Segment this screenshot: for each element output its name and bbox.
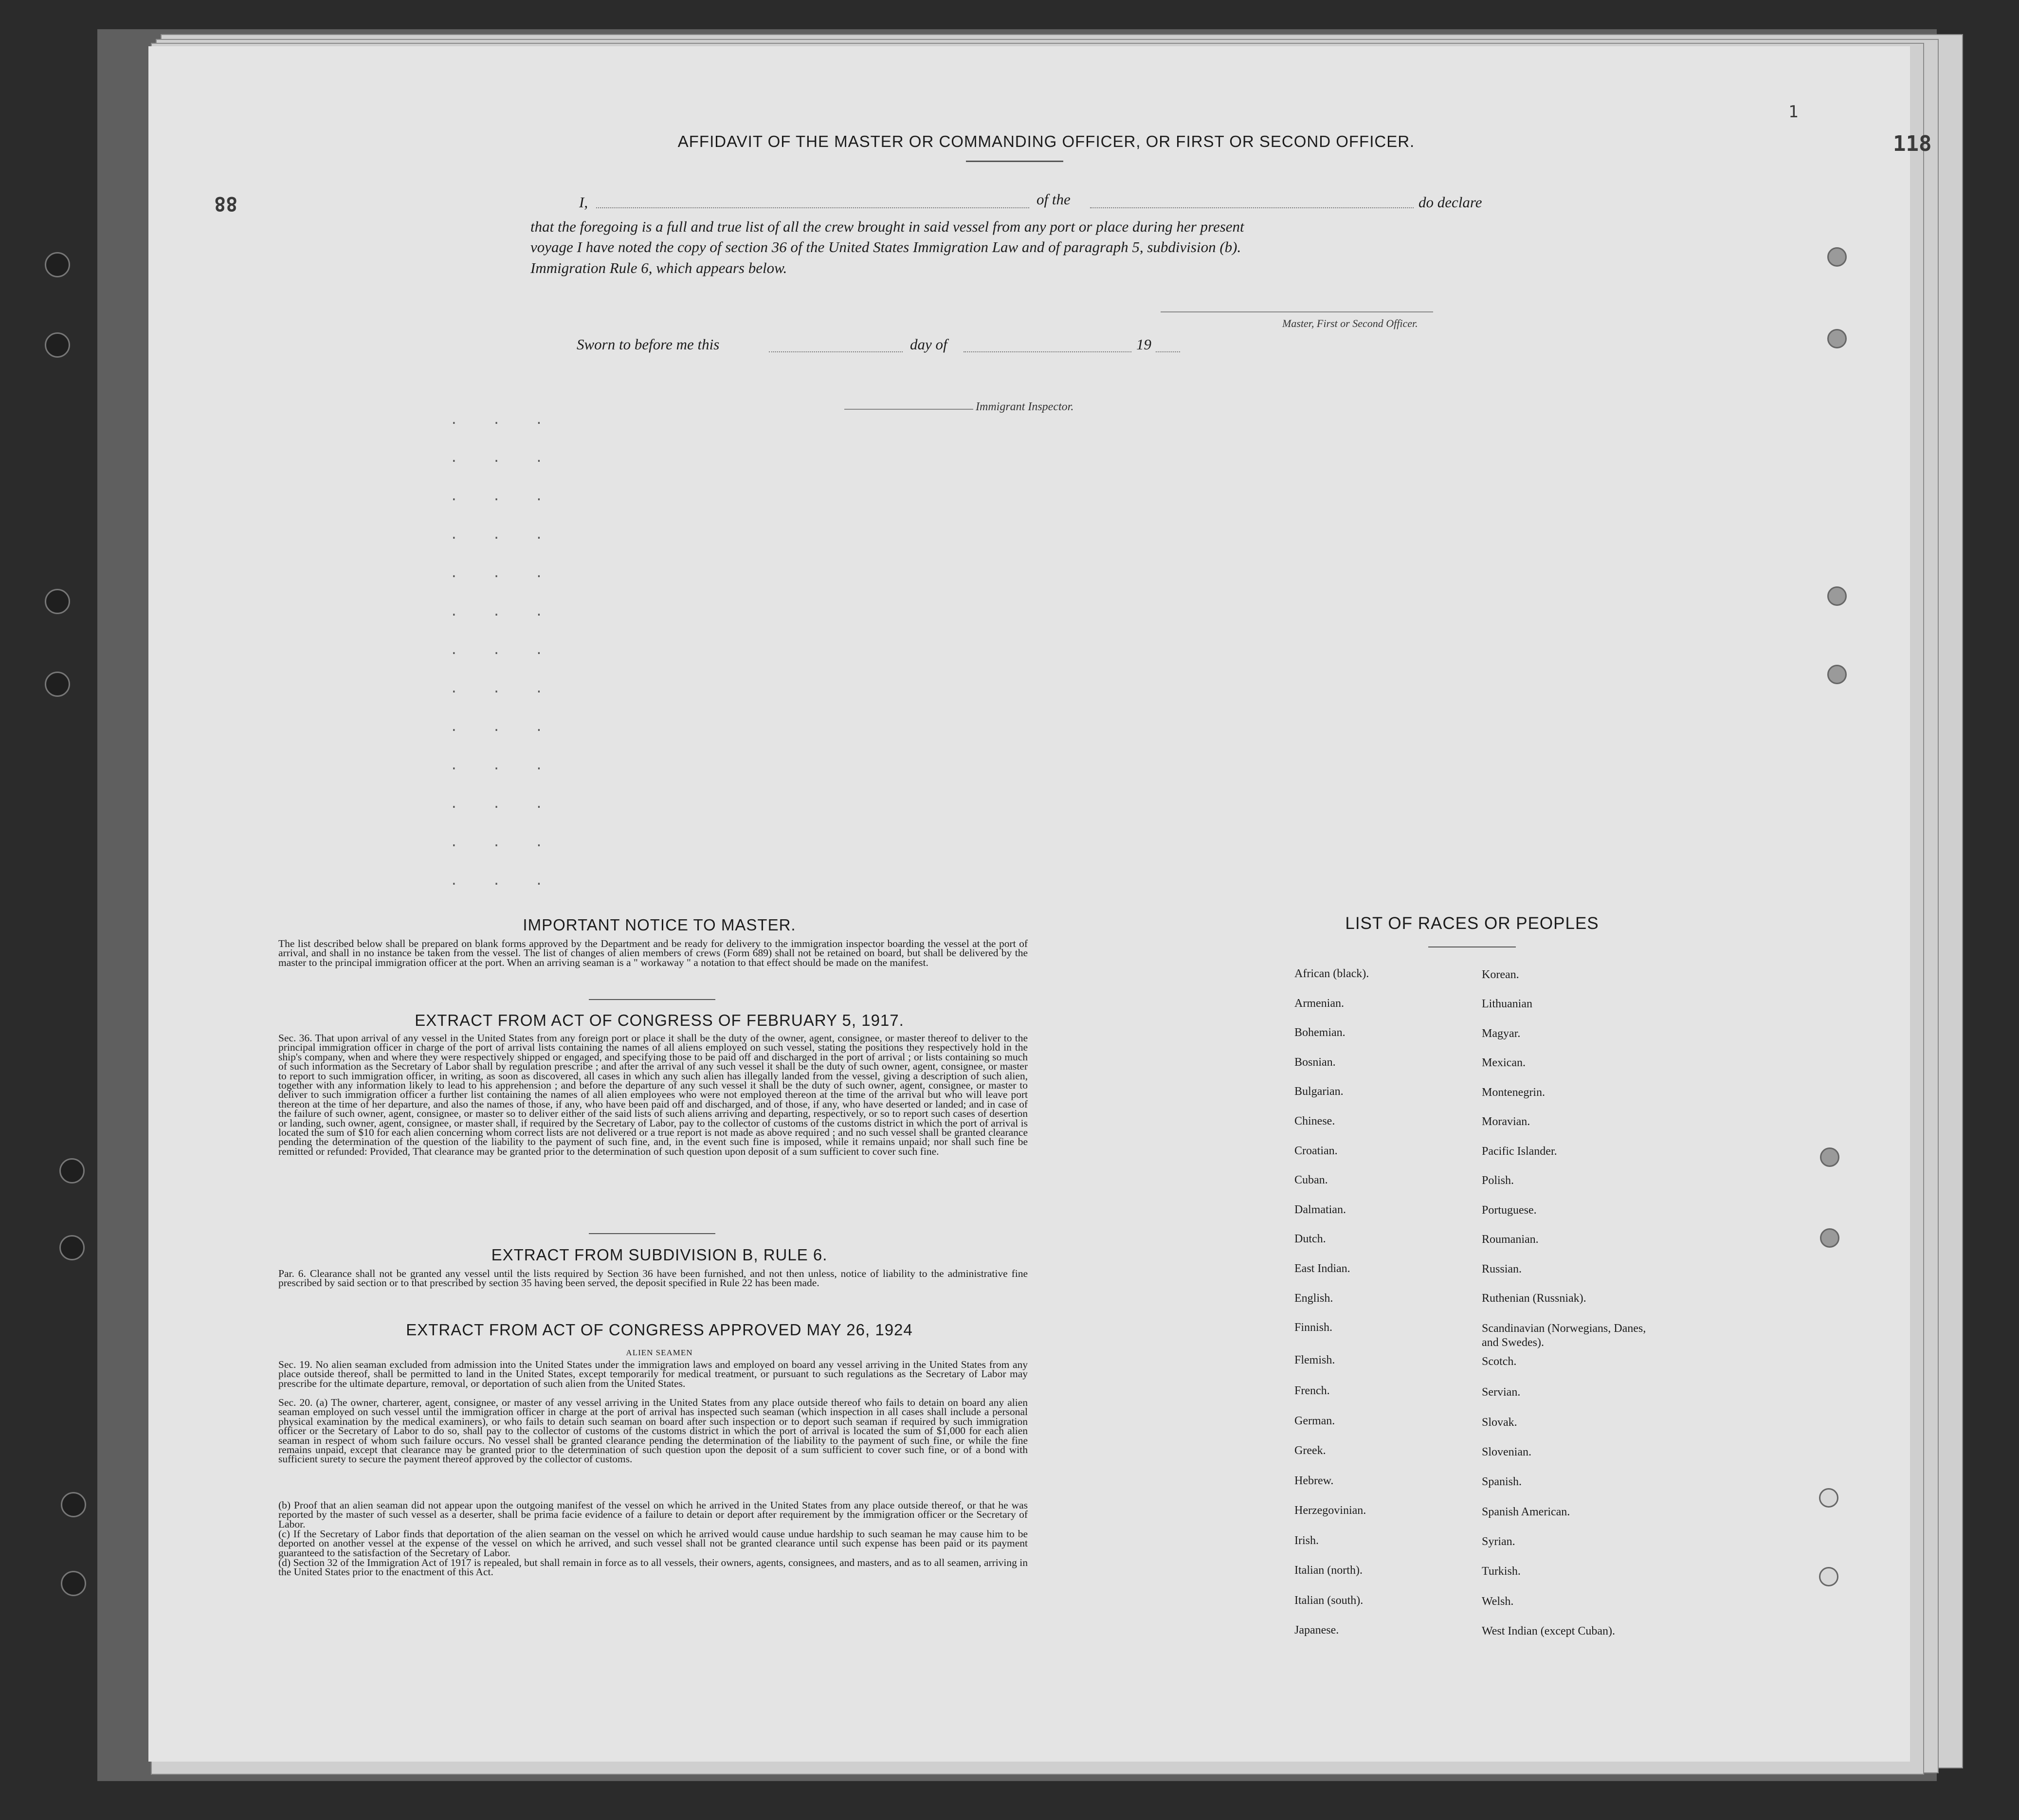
punch-hole	[45, 589, 70, 614]
sworn-label: Sworn to before me this	[577, 336, 720, 353]
affidavit-body-line-2: voyage I have noted the copy of section 36 of the United States Immigration Law and of paragraph 5, subdivision (b).	[530, 238, 1241, 255]
extract-1924-sec19: Sec. 19. No alien seaman excluded from admission into the United States under the immigration laws and employed on board any vessel arriving in the United States from any place outside thereof, shall be permitted to land in the United States, except temporarily for medical treatment, or pursuant to such regulations as the Secretary of Labor may prescribe for the ultimate departure, removal, or deportation of such alien from the United States.	[278, 1359, 1028, 1389]
punch-hole	[1827, 329, 1847, 348]
punch-hole	[1819, 1567, 1838, 1586]
of-the-label: of the	[1037, 191, 1071, 208]
left-margin-number: 88	[214, 192, 238, 215]
vessel-blank	[1090, 207, 1414, 208]
race-item: Portuguese.	[1482, 1204, 1537, 1217]
race-item: Spanish.	[1482, 1475, 1522, 1488]
race-item: Herzegovinian.	[1294, 1504, 1366, 1517]
extract-1917-title: EXTRACT FROM ACT OF CONGRESS OF FEBRUARY 5, 1917.	[415, 1011, 904, 1029]
race-item: Russian.	[1482, 1263, 1522, 1275]
extract-1924-title: EXTRACT FROM ACT OF CONGRESS APPROVED MAY 26, 1924	[406, 1321, 913, 1339]
inspector-line	[844, 409, 973, 410]
dotted-marks: . . .	[450, 874, 557, 888]
extract-rule6-text: Par. 6. Clearance shall not be granted any vessel until the lists required by Section 36 have been furnished, and not then unless, notice of liability to the administrative fine prescribed by said section or to that prescribed by section 35 having been served, the deposit specified in Rule 22 has been made.	[278, 1268, 1028, 1289]
notice-title: IMPORTANT NOTICE TO MASTER.	[523, 916, 796, 934]
race-item: Dalmatian.	[1294, 1203, 1346, 1216]
year-label: 19	[1136, 336, 1151, 353]
race-item: Scotch.	[1482, 1355, 1517, 1368]
race-item: Italian (south).	[1294, 1594, 1364, 1607]
section-rule	[589, 999, 715, 1000]
race-item: Greek.	[1294, 1444, 1326, 1457]
race-item: Finnish.	[1294, 1321, 1333, 1334]
dotted-marks: . . .	[450, 835, 557, 850]
race-item: Pacific Islander.	[1482, 1145, 1557, 1158]
race-item: Slovak.	[1482, 1416, 1517, 1429]
dotted-marks: . . .	[450, 451, 557, 465]
top-mark: 1	[1788, 102, 1799, 122]
affidavit-body-line-3: Immigration Rule 6, which appears below.	[530, 259, 787, 276]
race-item: Polish.	[1482, 1174, 1514, 1187]
race-item: Welsh.	[1482, 1595, 1514, 1608]
punch-hole	[45, 252, 70, 277]
race-item: Servian.	[1482, 1386, 1521, 1399]
race-item: Hebrew.	[1294, 1474, 1334, 1487]
race-item: Irish.	[1294, 1534, 1319, 1547]
extract-1924-sec20c: (c) If the Secretary of Labor finds that deportation of the alien seaman on the vessel on which he arrived would cause undue hardship to such seaman he may cause him to be deported on another vessel at the expense of the vessel on which he arrived, and such vessel shall not be granted clearance until such expense has been paid or its payment guaranteed to the satisfaction of the Secretary of Labor.	[278, 1528, 1028, 1559]
extract-1924-sec20a: Sec. 20. (a) The owner, charterer, agent, consignee, or master of any vessel arriving in the United States from any place outside thereof who fails to detain on board any alien seaman employed on such vessel until the immigration officer in charge at the port of arrival has inspected such seaman (which inspection in all cases shall include a personal physical examination by the medical examiners), or who fails to detain such seaman on board after such inspection or to deport such seaman if required by such immigration officer or the Secretary of Labor to do so, shall pay to the collector of customs of the customs district in which the port of arrival is located the sum of $1,000 for each alien seaman in respect of whom such failure occurs. No vessel shall be granted clearance pending the determination of the liability to the payment of such fine, or while the fine remains unpaid, except that clearance may be granted prior to the determination of such question upon the deposit of a sum sufficient to cover such fine, or of a bond with sufficient surety to secure the payment thereof approved by the collector of customs.	[278, 1397, 1028, 1465]
extract-1924-sec20b: (b) Proof that an alien seaman did not appear upon the outgoing manifest of the vessel on which he arrived in the United States from any place outside thereof, or that he was reported by the master of such vessel as a deserter, shall be prima facie evidence of a failure to detain or deport after requirement by the immigration officer or the Secretary of Labor.	[278, 1499, 1028, 1530]
dotted-marks: . . .	[450, 413, 557, 427]
punch-hole	[45, 672, 70, 697]
race-item: Cuban.	[1294, 1174, 1328, 1186]
race-item: East Indian.	[1294, 1262, 1350, 1275]
race-item: Croatian.	[1294, 1145, 1338, 1157]
dotted-marks: . . .	[450, 604, 557, 619]
race-item: Moravian.	[1482, 1115, 1530, 1128]
name-blank	[596, 207, 1029, 208]
extract-1924-subtitle: ALIEN SEAMEN	[626, 1348, 693, 1357]
race-item: Flemish.	[1294, 1354, 1335, 1366]
race-item: Mexican.	[1482, 1056, 1526, 1069]
race-item: English.	[1294, 1292, 1333, 1305]
affidavit-body-line-1: that the foregoing is a full and true list of all the crew brought in said vessel from any port or place during her present	[530, 218, 1244, 235]
extract-1924-sec20d: (d) Section 32 of the Immigration Act of 1917 is repealed, but shall remain in force as to all vessels, their owners, agents, consignees, and masters, and as to all seamen, arriving in the United States prior to the enactment of this Act.	[278, 1557, 1028, 1578]
race-item: Japanese.	[1294, 1624, 1339, 1637]
punch-hole	[61, 1492, 86, 1517]
extract-rule6-title: EXTRACT FROM SUBDIVISION B, RULE 6.	[491, 1246, 828, 1264]
dotted-marks: . . .	[450, 720, 557, 734]
punch-hole	[1819, 1488, 1838, 1508]
race-item: Syrian.	[1482, 1535, 1515, 1548]
section-rule	[589, 1233, 715, 1234]
signature-caption: Master, First or Second Officer.	[1282, 317, 1418, 329]
race-item: German.	[1294, 1415, 1335, 1427]
race-item: Armenian.	[1294, 997, 1344, 1010]
day-of-label: day of	[910, 336, 947, 353]
inspector-caption: Immigrant Inspector.	[976, 400, 1074, 413]
race-item: French.	[1294, 1384, 1330, 1397]
race-item: Chinese.	[1294, 1115, 1335, 1128]
dotted-marks: . . .	[450, 797, 557, 811]
race-item: Italian (north).	[1294, 1564, 1363, 1577]
race-item: Bulgarian.	[1294, 1085, 1344, 1098]
race-item: Bosnian.	[1294, 1056, 1336, 1069]
punch-hole	[59, 1158, 85, 1183]
race-item: Turkish.	[1482, 1565, 1521, 1578]
race-item: Bohemian.	[1294, 1026, 1346, 1039]
dotted-marks: . . .	[450, 643, 557, 657]
signature-line	[1161, 311, 1433, 312]
corner-page-number: 118	[1893, 131, 1932, 156]
sworn-day-blank	[769, 351, 903, 352]
title-rule	[966, 161, 1063, 162]
race-item: Ruthenian (Russniak).	[1482, 1292, 1586, 1305]
do-declare-label: do declare	[1419, 194, 1482, 211]
race-item: Magyar.	[1482, 1027, 1521, 1040]
punch-hole	[1827, 586, 1847, 606]
race-item: Scandinavian (Norwegians, Danes, and Swedes).	[1482, 1322, 1646, 1349]
dotted-marks: . . .	[450, 566, 557, 581]
i-label: I,	[579, 194, 588, 211]
notice-text: The list described below shall be prepared on blank forms approved by the Department and be ready for delivery to the immigration inspector boarding the vessel at the port of arrival, and shall in no instance be taken from the vessel. The list of changes of alien members of crews (Form 689) shall not be retained on board, but shall be delivered by the master to the principal immigration officer at the port. When an arriving seaman is a " workaway " a notation to that effect should be made on the manifest.	[278, 938, 1028, 968]
race-item: Korean.	[1482, 968, 1519, 981]
race-item: West Indian (except Cuban).	[1482, 1625, 1615, 1638]
punch-hole	[45, 332, 70, 358]
races-rule	[1428, 946, 1516, 947]
dotted-marks: . . .	[450, 528, 557, 542]
extract-1917-text: Sec. 36. That upon arrival of any vessel in the United States from any foreign port or place it shall be the duty of the owner, agent, consignee, or master thereof to deliver to the principal immigration officer in charge of the port of arrival lists containing the names of all aliens employed on such vessel, stating the positions they respectively hold in the ship's company, when and where they were respectively shipped or engaged, and specifying those to be paid off and discharged in the port of arrival ; or lists containing so much of such information as the Secretary of Labor shall by regulation prescribe ; and after the arrival of any such vessel it shall be the duty of such owner, agent, consignee, or master to report to such immigration officer, in writing, as soon as discovered, all cases in which any such alien has illegally landed from the vessel, giving a description of such alien, together with any information likely to lead to his apprehension ; and before the departure of any such vessel it shall be the duty of such owner, agent, consignee, or master to deliver to such immigration officer a further list containing the names of all alien employees who were not employed thereon at the time of the arrival but who will leave port thereon at the time of her departure, and also the names of those, if any, who have been paid off and discharged, and of those, if any, who have deserted or landed; and in case of the failure of such owner, agent, consignee, or master so to deliver either of the said lists of such aliens arriving and departing, respectively, or so to report such cases of desertion or landing, such owner, agent, consignee, or master shall, if required by the Secretary of Labor, pay to the collector of customs of the customs district in which the port of arrival is located the sum of $10 for each alien concerning whom correct lists are not delivered or a true report is not made as above required ; and no such vessel shall be granted clearance pending the determination of the question of the liability to the payment of such fine, and, in the event such fine is imposed, while it remains unpaid; nor shall such fine be remitted or refunded: Provided, That clearance may be granted prior to the determination of such question upon deposit of a sum sufficient to cover such fine.	[278, 1032, 1028, 1157]
dotted-marks: . . .	[450, 758, 557, 773]
race-item: Montenegrin.	[1482, 1086, 1545, 1099]
punch-hole	[59, 1235, 85, 1260]
affidavit-title: AFFIDAVIT OF THE MASTER OR COMMANDING OFFICER, OR FIRST OR SECOND OFFICER.	[677, 132, 1415, 150]
race-item: Spanish American.	[1482, 1506, 1570, 1518]
race-item: Roumanian.	[1482, 1233, 1539, 1246]
punch-hole	[1820, 1147, 1839, 1167]
punch-hole	[1827, 665, 1847, 684]
race-item: Slovenian.	[1482, 1446, 1531, 1458]
punch-hole	[1827, 247, 1847, 267]
races-title: LIST OF RACES OR PEOPLES	[1345, 914, 1599, 933]
dotted-marks: . . .	[450, 489, 557, 504]
punch-hole	[61, 1571, 86, 1596]
race-item: Lithuanian	[1482, 998, 1532, 1010]
year-blank	[1156, 351, 1180, 352]
race-item: African (black).	[1294, 967, 1369, 980]
punch-hole	[1820, 1228, 1839, 1248]
dotted-marks: . . .	[450, 681, 557, 696]
race-item: Dutch.	[1294, 1233, 1326, 1245]
sworn-month-blank	[964, 351, 1131, 352]
